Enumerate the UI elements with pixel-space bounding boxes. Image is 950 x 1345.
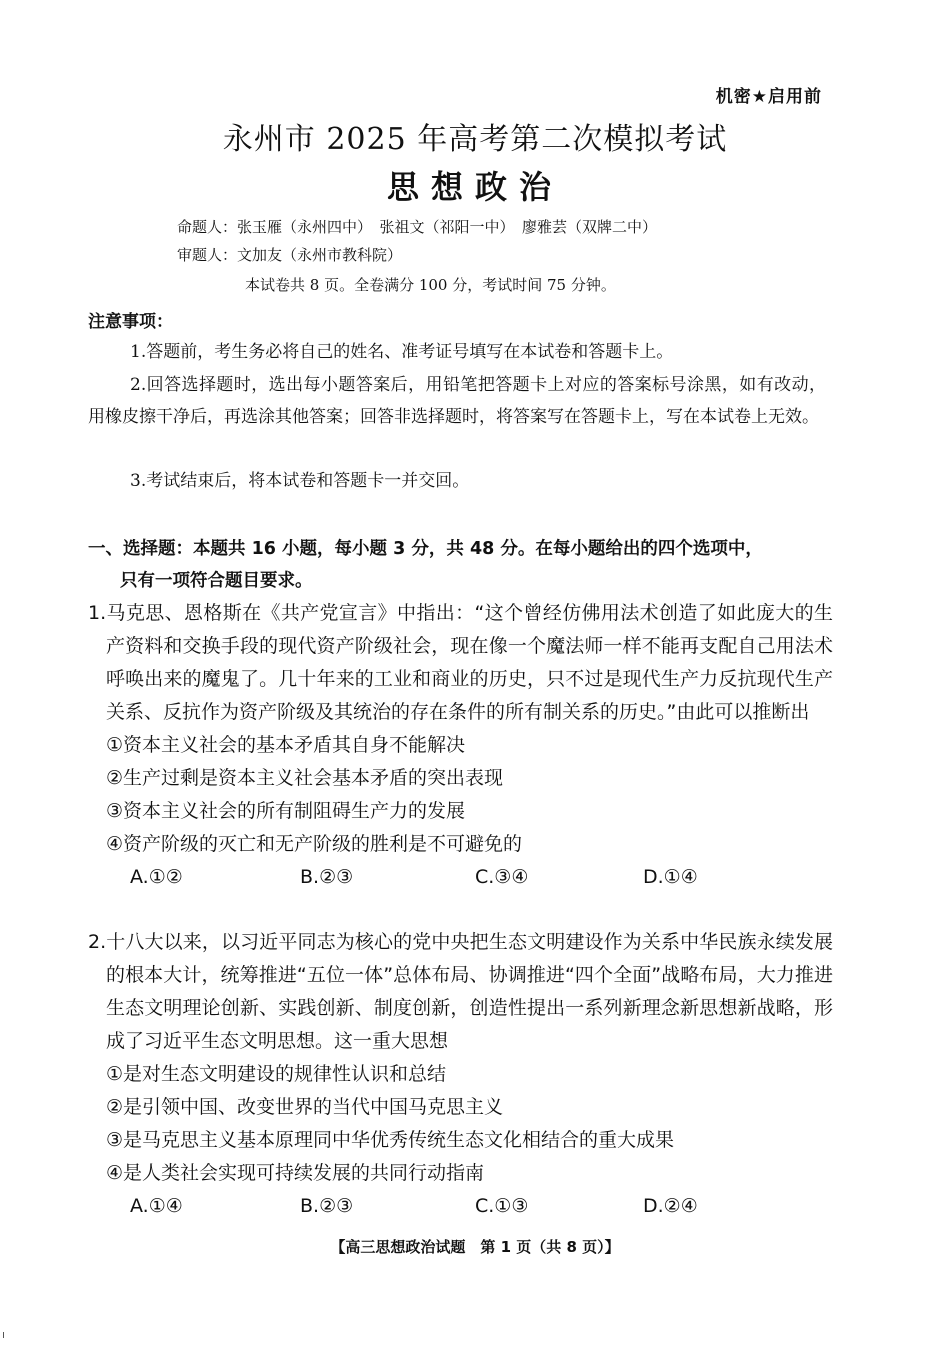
exam-title: 永州市 2025 年高考第二次模拟考试 bbox=[222, 122, 728, 157]
statement-3: ③是马克思主义基本原理同中华优秀传统生态文化相结合的重大成果 bbox=[106, 1129, 675, 1151]
question-2 bbox=[88, 926, 833, 1223]
section-heading-line-1: 一、选择题：本题共 16 小题，每小题 3 分，共 48 分。在每小题给出的四个选项中， bbox=[88, 539, 763, 559]
notice-item-3 bbox=[88, 465, 826, 497]
options-row bbox=[88, 861, 833, 894]
reviewer-line: 审题人：文加友（永州市教科院） bbox=[177, 246, 403, 264]
option-d: D.①④ bbox=[643, 866, 698, 888]
notice-heading: 注意事项： bbox=[88, 312, 173, 332]
scan-edge-mark bbox=[3, 1332, 4, 1338]
option-d: D.②④ bbox=[643, 1195, 698, 1217]
option-b: B.②③ bbox=[300, 866, 354, 888]
option-c: C.①③ bbox=[475, 1195, 529, 1217]
statement-4: ④资产阶级的灭亡和无产阶级的胜利是不可避免的 bbox=[106, 833, 523, 855]
question-stem: 2.十八大以来，以习近平同志为核心的党中央把生态文明建设作为关系中华民族永续发展的根本大计，统筹推进“五位一体”总体布局、协调推进“四个全面”战略布局，大力推进生态文明理论创新、实践创新、制度创新，创造性提出一系列新理念新思想新战略，形成了习近平生态文明思想。这一重大思想 bbox=[88, 931, 833, 1052]
statement-2: ②是引领中国、改变世界的当代中国马克思主义 bbox=[106, 1096, 504, 1118]
authors-line: 命题人：张玉雁（永州四中） 张祖文（祁阳一中） 廖雅芸（双牌二中） bbox=[177, 218, 658, 236]
statement-4: ④是人类社会实现可持续发展的共同行动指南 bbox=[106, 1162, 485, 1184]
secret-label: 机密★启用前 bbox=[715, 87, 822, 107]
notice-item-2 bbox=[88, 369, 826, 433]
option-c: C.③④ bbox=[475, 866, 529, 888]
option-a: A.①④ bbox=[130, 1195, 183, 1217]
notice-item-text: 2.回答选择题时，选出每小题答案后，用铅笔把答题卡上对应的答案标号涂黑，如有改动，用橡皮擦干净后，再选涂其他答案；回答非选择题时，将答案写在答题卡上，写在本试卷上无效。 bbox=[88, 375, 826, 427]
question-1 bbox=[88, 597, 833, 894]
question-stem: 1.马克思、恩格斯在《共产党宣言》中指出：“这个曾经仿佛用法术创造了如此庞大的生产资料和交换手段的现代资产阶级社会，现在像一个魔法师一样不能再支配自己用法术呼唤出来的魔鬼了。几十年来的工业和商业的历史，只不过是现代生产力反抗现代生产关系、反抗作为资产阶级及其统治的存在条件的所有制关系的历史。”由此可以推断出 bbox=[88, 602, 833, 723]
statement-2: ②生产过剩是资本主义社会基本矛盾的突出表现 bbox=[106, 767, 504, 789]
option-a: A.①② bbox=[130, 866, 183, 888]
statement-3: ③资本主义社会的所有制阻碍生产力的发展 bbox=[106, 800, 466, 822]
notice-item-text: 3.考试结束后，将本试卷和答题卡一并交回。 bbox=[130, 471, 470, 491]
notice-item-text: 1.答题前，考生务必将自己的姓名、准考证号填写在本试卷和答题卡上。 bbox=[130, 342, 674, 362]
page-footer: 【高三思想政治试题 第 1 页（共 8 页）】 bbox=[330, 1238, 620, 1256]
option-b: B.②③ bbox=[300, 1195, 354, 1217]
notice-item-1 bbox=[88, 336, 826, 368]
section-heading-line-2: 只有一项符合题目要求。 bbox=[120, 571, 313, 591]
subject-title: 思想政治 bbox=[386, 168, 563, 206]
statement-1: ①资本主义社会的基本矛盾其自身不能解决 bbox=[106, 734, 466, 756]
options-row bbox=[88, 1190, 833, 1223]
section-heading bbox=[88, 533, 833, 597]
statement-1: ①是对生态文明建设的规律性认识和总结 bbox=[106, 1063, 447, 1085]
paper-info: 本试卷共 8 页。全卷满分 100 分，考试时间 75 分钟。 bbox=[245, 276, 616, 294]
